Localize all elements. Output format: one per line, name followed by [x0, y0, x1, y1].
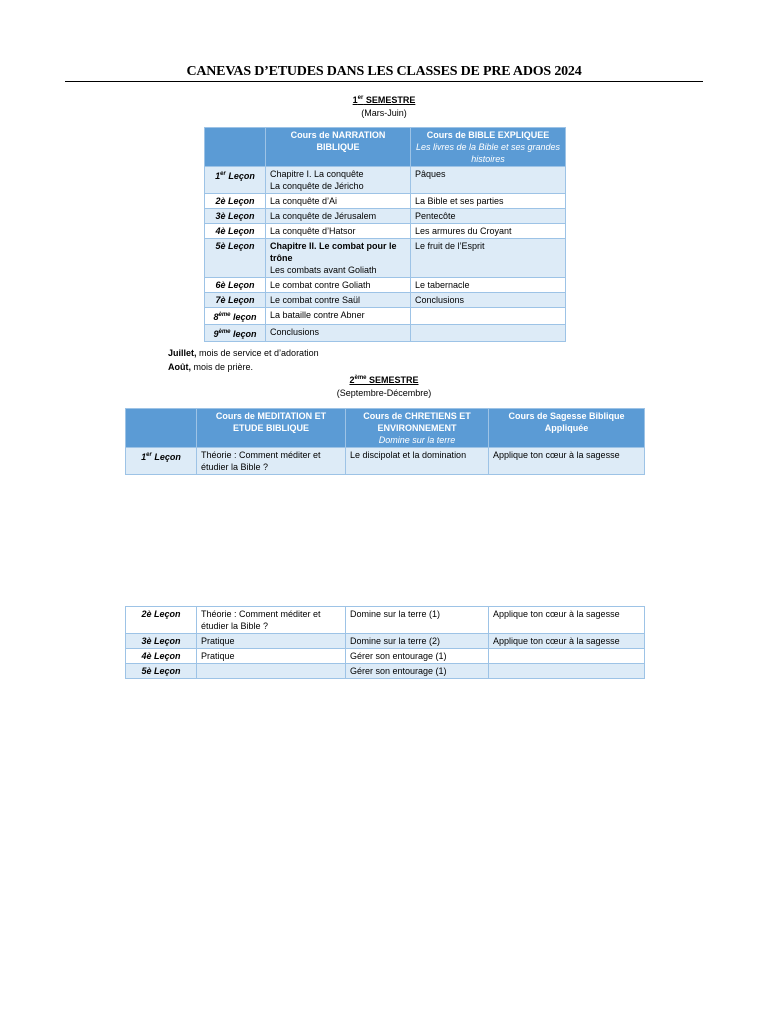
lesson-suffix: ème	[218, 312, 231, 318]
semester2-heading	[0, 375, 768, 385]
lesson-number: 4è Leçon	[215, 226, 255, 236]
table-row	[205, 224, 566, 239]
narration-line: Le combat contre Goliath	[270, 280, 371, 290]
narration-line: Conclusions	[270, 327, 320, 337]
lesson-suffix: ème	[218, 329, 231, 335]
bible-cell	[411, 325, 566, 342]
lesson-label	[205, 224, 266, 239]
sagesse-cell: Applique ton cœur à la sagesse	[489, 607, 645, 634]
s2-header-empty	[126, 409, 197, 448]
s2-header-environment: Cours de CHRETIENS ET ENVIRONNEMENT Domine sur la terre	[346, 409, 489, 448]
s1-header-narration: Cours de NARRATION BIBLIQUE	[266, 128, 411, 167]
narration-line-2: La conquête de Jéricho	[270, 181, 364, 191]
semester2-table	[125, 408, 645, 475]
lesson-label	[205, 325, 266, 342]
narration-cell	[266, 209, 411, 224]
lesson-label	[205, 293, 266, 308]
table-row	[205, 167, 566, 194]
narration-cell	[266, 293, 411, 308]
lesson-label	[205, 239, 266, 278]
narration-cell	[266, 167, 411, 194]
meditation-cell: Pratique	[197, 649, 346, 664]
lesson-label: 3è Leçon	[126, 634, 197, 649]
environment-cell: Gérer son entourage (1)	[346, 664, 489, 679]
table-row	[205, 194, 566, 209]
lesson-number: 5è Leçon	[215, 241, 255, 251]
narration-line: La conquête de Jérusalem	[270, 211, 377, 221]
lesson-number: 9	[213, 329, 219, 339]
lesson-label	[205, 194, 266, 209]
s2-header-meditation: Cours de MEDITATION ET ETUDE BIBLIQUE	[197, 409, 346, 448]
lesson-word: leçon	[230, 312, 257, 322]
narration-chapter: Chapitre II. Le combat pour le trône	[270, 241, 397, 263]
table-row	[205, 239, 566, 278]
lesson-number: 7è Leçon	[215, 295, 255, 305]
note-july: Juillet, mois de service et d’adoration	[168, 348, 319, 358]
lesson-number: 3è Leçon	[215, 211, 255, 221]
narration-cell	[266, 308, 411, 325]
lesson-number: 8	[213, 312, 219, 322]
semester1-table	[204, 127, 566, 342]
bible-cell: Pâques	[411, 167, 566, 194]
narration-cell	[266, 239, 411, 278]
lesson-suffix: er	[220, 171, 226, 177]
lesson-label	[205, 209, 266, 224]
environment-cell: Domine sur la terre (1)	[346, 607, 489, 634]
bible-cell: Les armures du Croyant	[411, 224, 566, 239]
table-row	[126, 607, 645, 634]
bible-cell: Pentecôte	[411, 209, 566, 224]
narration-line: La conquête d’Hatsor	[270, 226, 356, 236]
s1-header-bible: Cours de BIBLE EXPLIQUEE Les livres de la Bible et ses grandes histoires	[411, 128, 566, 167]
bible-cell: Le tabernacle	[411, 278, 566, 293]
narration-cell	[266, 325, 411, 342]
narration-cell	[266, 278, 411, 293]
meditation-cell: Théorie : Comment méditer et étudier la Bible ?	[197, 607, 346, 634]
semester2-title: 2ème SEMESTRE	[349, 375, 419, 385]
lesson-label: 2è Leçon	[126, 607, 197, 634]
table-row	[205, 308, 566, 325]
table-row	[205, 293, 566, 308]
environment-cell: Le discipolat et la domination	[346, 448, 489, 475]
sagesse-cell: Applique ton cœur à la sagesse	[489, 634, 645, 649]
narration-line: Chapitre I. La conquête	[270, 169, 364, 179]
semester2-table-continued	[125, 606, 645, 679]
lesson-label	[205, 278, 266, 293]
s1-header-empty	[205, 128, 266, 167]
meditation-cell	[197, 664, 346, 679]
title-rule	[65, 81, 703, 82]
table-row	[126, 649, 645, 664]
bible-cell: Le fruit de l’Esprit	[411, 239, 566, 278]
table-row	[126, 664, 645, 679]
table-row	[205, 209, 566, 224]
narration-cell	[266, 194, 411, 209]
lesson-word: leçon	[230, 329, 257, 339]
note-august: Août, mois de prière.	[168, 362, 254, 372]
sagesse-cell	[489, 649, 645, 664]
sagesse-cell	[489, 664, 645, 679]
summer-notes	[168, 346, 319, 374]
narration-cell	[266, 224, 411, 239]
lesson-label: 1er Leçon	[126, 448, 197, 475]
narration-line: La bataille contre Abner	[270, 310, 365, 320]
semester2-period: (Septembre-Décembre)	[336, 388, 432, 398]
meditation-cell: Pratique	[197, 634, 346, 649]
bible-cell: La Bible et ses parties	[411, 194, 566, 209]
narration-line: La conquête d’Ai	[270, 196, 338, 206]
table-row	[205, 325, 566, 342]
lesson-word: Leçon	[225, 171, 255, 181]
bible-cell: Conclusions	[411, 293, 566, 308]
s2-header-sagesse: Cours de Sagesse Biblique Appliquée	[489, 409, 645, 448]
semester1-title: 1er SEMESTRE	[352, 95, 416, 105]
lesson-label	[205, 167, 266, 194]
narration-line: Le combat contre Saül	[270, 295, 361, 305]
document-title: CANEVAS D’ETUDES DANS LES CLASSES DE PRE ADOS 2024	[186, 64, 582, 79]
meditation-cell: Théorie : Comment méditer et étudier la Bible ?	[197, 448, 346, 475]
semester1-heading	[0, 95, 768, 105]
semester1-period: (Mars-Juin)	[361, 108, 407, 118]
table-row	[126, 448, 645, 475]
bible-cell	[411, 308, 566, 325]
lesson-label: 5è Leçon	[126, 664, 197, 679]
table-row	[126, 634, 645, 649]
environment-cell: Gérer son entourage (1)	[346, 649, 489, 664]
lesson-number: 2è Leçon	[215, 196, 255, 206]
lesson-number: 1	[215, 171, 221, 181]
sagesse-cell: Applique ton cœur à la sagesse	[489, 448, 645, 475]
lesson-number: 6è Leçon	[215, 280, 255, 290]
lesson-label	[205, 308, 266, 325]
narration-line-2: Les combats avant Goliath	[270, 265, 377, 275]
lesson-label: 4è Leçon	[126, 649, 197, 664]
table-row	[205, 278, 566, 293]
environment-cell: Domine sur la terre (2)	[346, 634, 489, 649]
